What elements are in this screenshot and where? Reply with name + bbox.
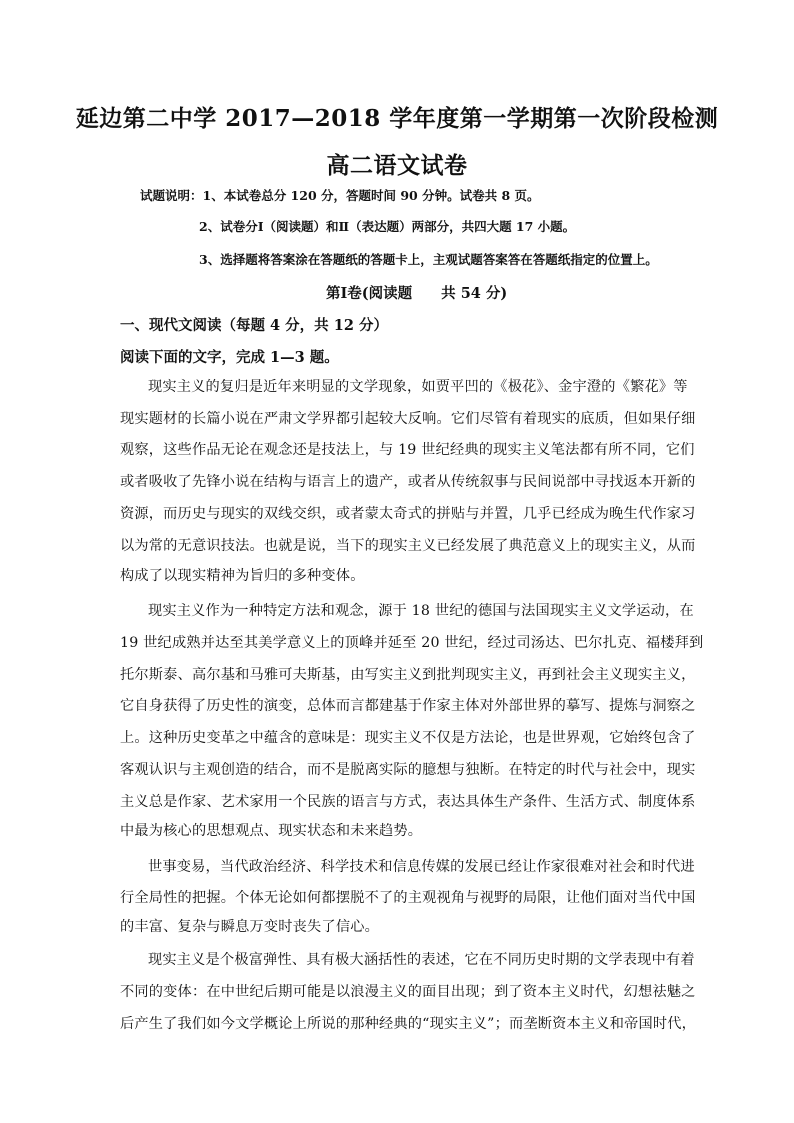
exam-subtitle: 高二语文试卷: [326, 152, 468, 179]
passage-line: 现实主义的复归是近年来明显的文学现象，如贾平凹的《极花》、金宇澄的《繁花》等: [148, 379, 688, 395]
exam-note-3: 3、选择题将答案涂在答题纸的答题卡上，主观试题答案答在答题纸指定的位置上。: [199, 252, 658, 267]
passage-line: 上。这种历史变革之中蕴含的意味是：现实主义不仅是方法论，也是世界观，它始终包含了: [120, 730, 696, 746]
passage-line: 后产生了我们如今文学概论上所说的那种经典的“现实主义”；而垄断资本主义和帝国时代，: [120, 1016, 697, 1032]
passage-line: 资源，而历史与现实的双线交织，或者蒙太奇式的拼贴与并置，几乎已经成为晚生代作家习: [120, 506, 696, 522]
passage-line: 它自身获得了历史性的演变，总体而言都建基于作家主体对外部世界的摹写、提炼与洞察之: [120, 698, 696, 714]
exam-title: 延边第二中学 2017—2018 学年度第一学期第一次阶段检测: [75, 105, 719, 132]
passage-line: 不同的变体：在中世纪后期可能是以浪漫主义的面目出现；到了资本主义时代，幻想祛魅之: [120, 984, 696, 1000]
passage-line: 行全局性的把握。个体无论如何都摆脱不了的主观视角与视野的局限，让他们面对当代中国: [120, 890, 696, 906]
passage-line: 的丰富、复杂与瞬息万变时丧失了信心。: [120, 919, 379, 935]
passage-line: 以为常的无意识技法。也就是说，当下的现实主义已经发展了典范意义上的现实主义，从而: [120, 538, 696, 554]
passage-line: 现实主义作为一种特定方法和观念，源于 18 世纪的德国与法国现实主义文学运动，在: [148, 603, 694, 619]
passage-line: 或者吸收了先锋小说在结构与语言上的遗产，或者从传统叙事与民间说部中寻找返本开新的: [120, 474, 696, 490]
passage-line: 构成了以现实精神为旨归的多种变体。: [120, 568, 365, 584]
exam-note-2: 2、试卷分Ⅰ（阅读题）和Ⅱ（表达题）两部分，共四大题 17 小题。: [199, 219, 576, 234]
passage-line: 托尔斯泰、高尔基和马雅可夫斯基，由写实主义到批判现实主义，再到社会主义现实主义，: [120, 667, 696, 683]
passage-line: 现实主义是个极富弹性、具有极大涵括性的表述，它在不同历史时期的文学表现中有着: [148, 952, 695, 968]
passage-line: 中最为核心的思想观点、现实状态和未来趋势。: [120, 823, 423, 839]
section-heading: 一、现代文阅读（每题 4 分，共 12 分）: [120, 317, 388, 334]
passage-line: 世事变易，当代政治经济、科学技术和信息传媒的发展已经让作家很难对社会和时代进: [148, 859, 695, 875]
exam-note-1: 试题说明：1、本试卷总分 120 分，答题时间 90 分钟。试卷共 8 页。: [140, 188, 540, 203]
passage-line: 观察，这些作品无论在观念还是技法上，与 19 世纪经典的现实主义笔法都有所不同，它们: [120, 442, 695, 458]
passage-line: 客观认识与主观创造的结合，而不是脱离实际的臆想与独断。在特定的时代与社会中，现实: [120, 762, 696, 778]
reading-instruction: 阅读下面的文字，完成 1—3 题。: [120, 349, 339, 366]
volume-heading: 第Ⅰ卷(阅读题 共 54 分): [326, 285, 508, 302]
passage-line: 19 世纪成熟并达至其美学意义上的顶峰并延至 20 世纪，经过司汤达、巴尔扎克、福楼拜到: [120, 635, 704, 651]
passage-line: 现实题材的长篇小说在严肃文学界都引起较大反响。它们尽管有着现实的底质，但如果仔细: [120, 411, 696, 427]
passage-line: 主义总是作家、艺术家用一个民族的语言与方式，表达具体生产条件、生活方式、制度体系: [120, 794, 696, 810]
